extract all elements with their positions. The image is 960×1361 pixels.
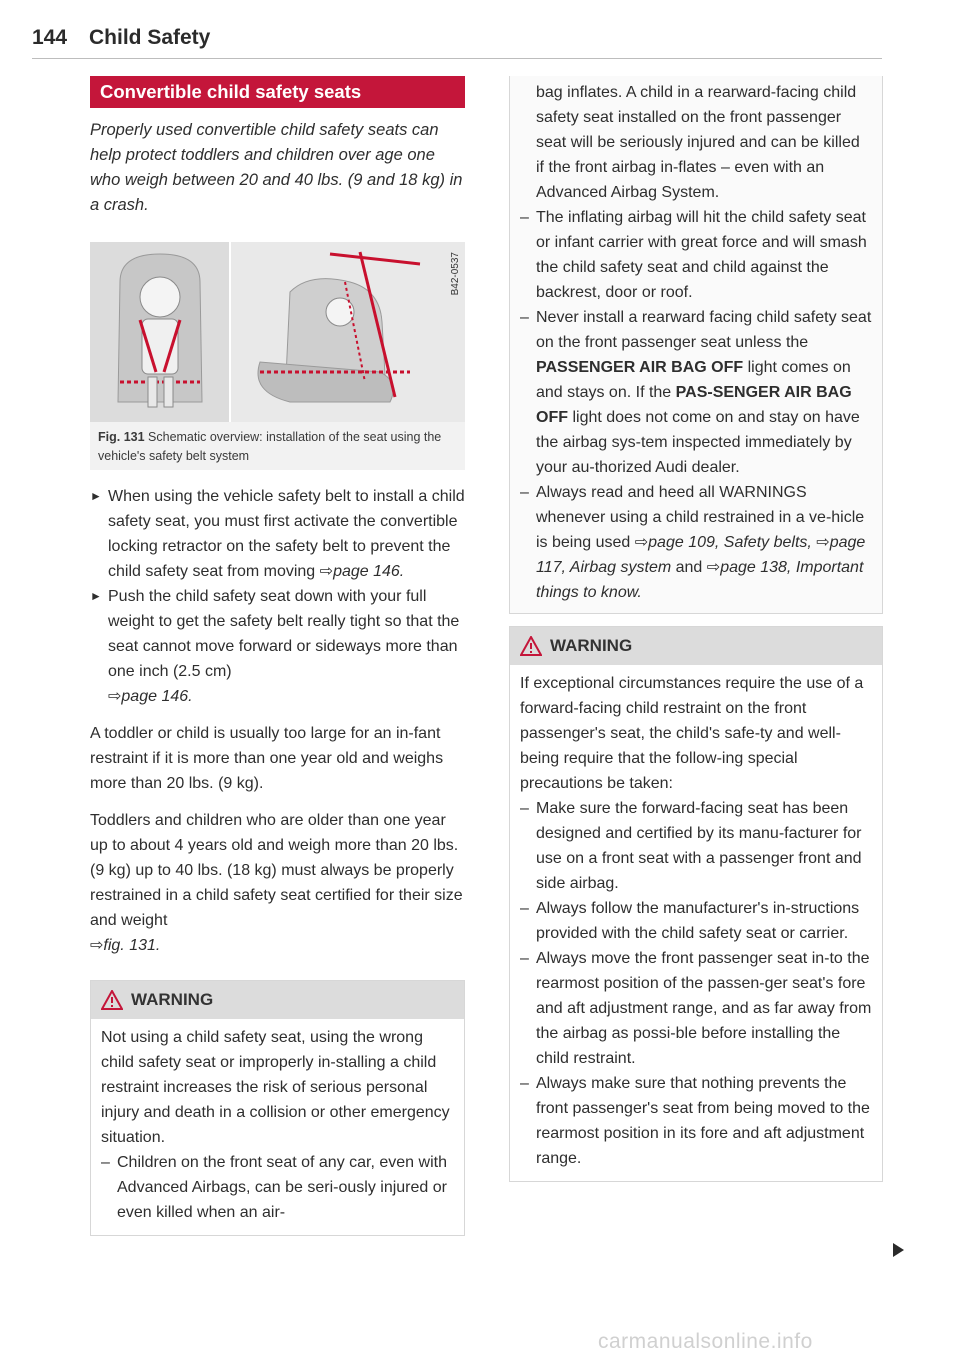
caption-text: Schematic overview: installation of the seat using the vehicle's safety belt system [98, 430, 442, 463]
warning-title: WARNING [131, 990, 214, 1009]
child-seat-illustration [90, 242, 465, 422]
steps-list [90, 484, 465, 709]
warning-list [520, 796, 872, 1171]
triangle-bullet-icon: ► [90, 589, 102, 603]
indicator-label: PAS-SENGER AIR BAG OFF [536, 384, 852, 426]
step-text: Push the child safety seat down with your full weight to get the safety belt really tight so that the seat cannot move forward or sideways more than one inch (2.5 cm) [108, 588, 460, 680]
warning-item: – Never install a rearward facing child safety seat on the front passenger seat unless the PASSENGER AIR BAG OFF light comes on and stays on. If the PAS-SENGER AIR BAG OFF light does not come on and stay on have the airbag sys-tem inspected immediately by your au-thorized Audi dealer. [520, 309, 872, 476]
figure-code: B42-0537 [450, 252, 461, 296]
warning-intro: If exceptional circumstances require the use of a forward-facing child restraint on the front passenger's seat, the child's safe-ty and well-being require that the follow-ing special precautions be taken: [520, 675, 864, 792]
caption-label: Fig. 131 [98, 430, 145, 444]
warning-continued-box [509, 76, 883, 614]
warning-list [520, 205, 872, 605]
paragraph: A toddler or child is usually too large for an in-fant restraint if it is more than one year old and weighs more than 20 lbs. (9 kg). [90, 725, 444, 792]
paragraph-text: Toddlers and children who are older than one year up to about 4 years old and weigh more than 20 lbs. (9 kg) up to 40 lbs. (18 kg) must always be properly restrained in a child safety seat certified for their size and weight [90, 812, 463, 929]
warning-body [510, 665, 882, 1181]
step-text: When using the vehicle safety belt to install a child safety seat, you must first activate the convertible locking retractor on the safety belt to prevent the child safety seat from moving [108, 488, 465, 580]
footer-watermark: carmanualsonline.info [598, 1330, 813, 1353]
step-item [90, 484, 465, 584]
warning-item: – Always follow the manufacturer's in-structions provided with the child safety seat or carrier. [520, 900, 860, 942]
step-item [90, 584, 465, 709]
continue-arrow-icon [893, 1243, 904, 1257]
warning-item: – Always read and heed all WARNINGS whenever using a child restrained in a ve-hicle is being used ⇨page 109, Safety belts, ⇨page 117, Airbag system and ⇨page 138, Important things to know. [520, 484, 866, 601]
warning-title: WARNING [550, 636, 633, 655]
page-ref-link[interactable]: ⇨page 117, Airbag system [536, 534, 866, 576]
figure-131 [90, 242, 465, 422]
warning-item: – The inflating airbag will hit the child safety seat or infant carrier with great force and will smash the child safety seat and child against the backrest, door or roof. [520, 209, 867, 301]
warning-item: – Always move the front passenger seat in-to the rearmost position of the passen-ger seat's fore and aft adjustment range, and as far away from the airbag as possi-ble before installing the child restraint. [520, 950, 872, 1067]
page-number: 144 [32, 26, 68, 49]
page-ref-link[interactable]: ⇨page 146. [319, 563, 405, 580]
warning-header [91, 981, 464, 1019]
warning-triangle-icon [101, 990, 123, 1010]
figure-caption [90, 422, 465, 470]
left-column [90, 76, 465, 1236]
section-intro: Properly used convertible child safety seats can help protect toddlers and children over age one who weigh between 20 and 40 lbs. (9 and 18 kg) in a crash. [90, 121, 463, 214]
warning-item-continued: bag inflates. A child in a rearward-facing child safety seat installed on the front passenger seat will be seriously injured and can be killed if the front airbag in-flates – even with an Advanced Airbag System. [536, 84, 860, 201]
figure-ref-link[interactable]: ⇨fig. 131. [90, 937, 161, 954]
triangle-bullet-icon: ► [90, 489, 102, 503]
warning-header [510, 627, 882, 665]
indicator-label: PASSENGER AIR BAG OFF [536, 359, 744, 376]
page-ref-link[interactable]: ⇨page 146. [108, 688, 193, 705]
paragraph [90, 808, 465, 958]
warning-list [101, 1150, 454, 1225]
page-ref-link[interactable]: ⇨page 138, Important things to know. [536, 559, 864, 601]
warning-item: – Children on the front seat of any car, even with Advanced Airbags, can be seri-ously injured or even killed when an air- [101, 1154, 447, 1221]
chapter-title: Child Safety [89, 26, 211, 49]
warning-item: – Always make sure that nothing prevents the front passenger's seat from being moved to the rearmost position in its fore and aft adjustment range. [520, 1075, 870, 1167]
section-heading: Convertible child safety seats [90, 76, 465, 108]
warning-body [91, 1019, 464, 1235]
warning-triangle-icon [520, 636, 542, 656]
warning-item: – Make sure the forward-facing seat has been designed and certified by its manu-facturer for use on a front seat with a passenger front and side airbag. [520, 800, 862, 892]
page-header [32, 22, 882, 59]
warning-intro: Not using a child safety seat, using the wrong child safety seat or improperly in-stalling a child restraint increases the risk of serious personal injury and death in a collision or other emergency situation. [101, 1029, 450, 1146]
right-column [509, 76, 883, 1182]
warning-box [90, 980, 465, 1236]
page-ref-link[interactable]: ⇨page 109, Safety belts, [634, 534, 812, 551]
warning-box [509, 626, 883, 1182]
